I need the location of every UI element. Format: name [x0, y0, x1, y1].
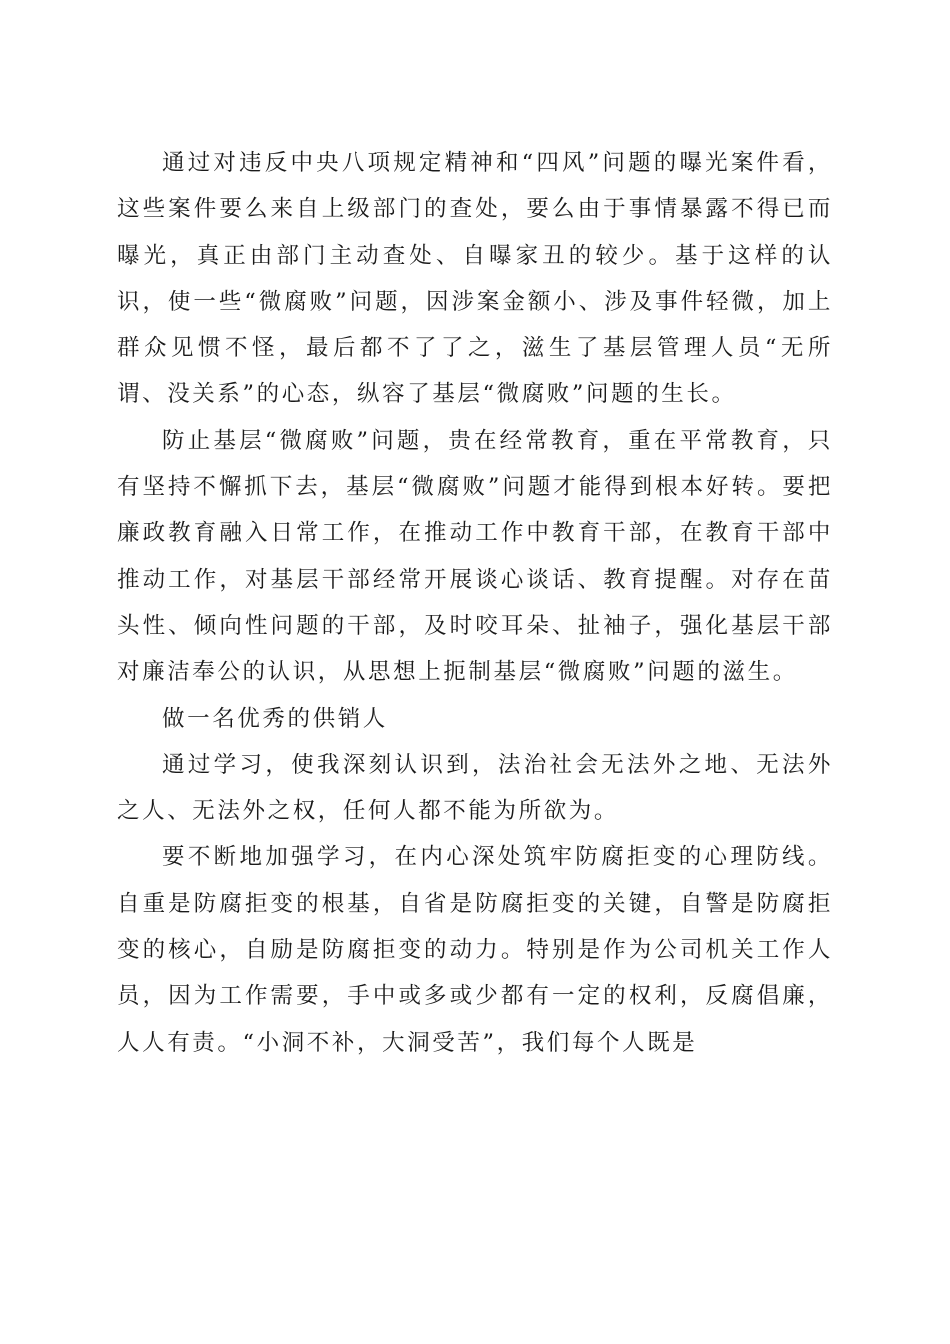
paragraph-strengthen-study: 要不断地加强学习，在内心深处筑牢防腐拒变的心理防线。自重是防腐拒变的根基，自省是防腐拒变的关键，自警是防腐拒变的核心，自励是防腐拒变的动力。特别是作为公司机关工作人员，因为工作需要，手中或多或少都有一定的权利，反腐倡廉，人人有责。“小洞不补，大洞受苦”，我们每个人既是	[117, 844, 833, 1056]
paragraph-prevention-education: 防止基层“微腐败”问题，贵在经常教育，重在平常教育，只有坚持不懈抓下去，基层“微腐败”问题才能得到根本好转。要把廉政教育融入日常工作，在推动工作中教育干部，在教育干部中推动工作，对基层干部经常开展谈心谈话、教育提醒。对存在苗头性、倾向性问题的干部，及时咬耳朵、扯袖子，强化基层干部对廉洁奉公的认识，从思想上扼制基层“微腐败”问题的滋生。	[117, 427, 833, 686]
document-body	[117, 140, 833, 1066]
paragraph-learning: 通过学习，使我深刻认识到，法治社会无法外之地、无法外之人、无法外之权，任何人都不能为所欲为。	[117, 751, 833, 825]
paragraph-exposure-cases: 通过对违反中央八项规定精神和“四风”问题的曝光案件看，这些案件要么来自上级部门的查处，要么由于事情暴露不得已而曝光，真正由部门主动查处、自曝家丑的较少。基于这样的认识，使一些“微腐败”问题，因涉案金额小、涉及事件轻微，加上群众见惯不怪，最后都不了了之，滋生了基层管理人员“无所谓、没关系”的心态，纵容了基层“微腐败”问题的生长。	[117, 150, 833, 408]
section-heading: 做一名优秀的供销人	[162, 705, 388, 732]
